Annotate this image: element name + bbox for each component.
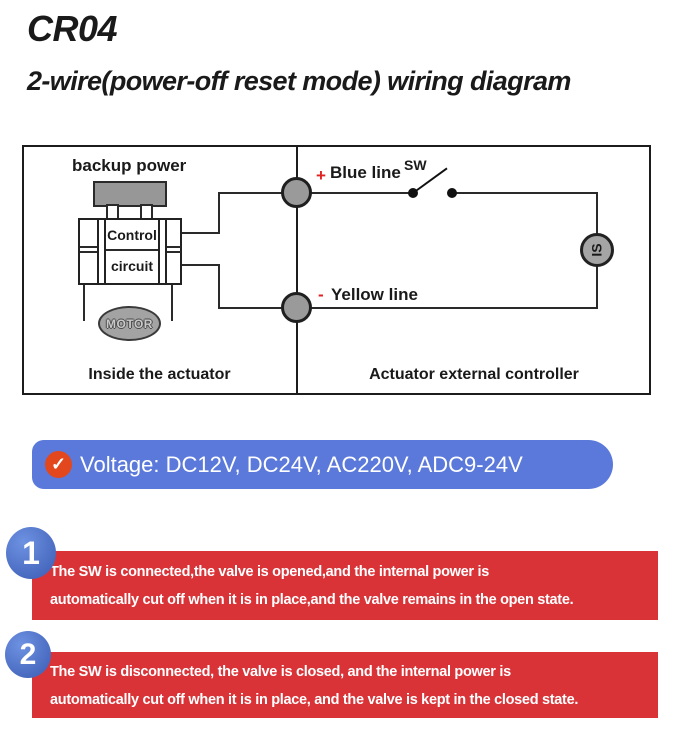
backup-power-label: backup power bbox=[72, 156, 187, 175]
yellow-polarity-sign: - bbox=[318, 285, 324, 304]
flange-hline bbox=[80, 246, 97, 248]
inside-actuator-label: Inside the actuator bbox=[88, 366, 231, 383]
switch-label: SW bbox=[404, 157, 427, 173]
control-circuit-divider bbox=[106, 249, 158, 251]
flange-hline bbox=[80, 251, 97, 253]
circuit-out-wire bbox=[218, 264, 220, 309]
yellow-line-label: Yellow line bbox=[331, 285, 418, 304]
blue-wire bbox=[455, 192, 598, 194]
switch-contact-right bbox=[447, 188, 457, 198]
power-supply-icon bbox=[580, 233, 614, 267]
blue-polarity-sign: + bbox=[316, 166, 326, 185]
control-out-wire bbox=[182, 232, 219, 234]
battery-pin-left bbox=[106, 204, 119, 219]
circuit-out-wire bbox=[182, 264, 219, 266]
power-supply-label: IS bbox=[588, 243, 605, 257]
control-out-wire bbox=[218, 192, 220, 234]
flange-hline bbox=[167, 246, 181, 248]
backup-power-battery-icon bbox=[93, 181, 167, 207]
blue-line-label: Blue line bbox=[330, 163, 401, 182]
yellow-wire bbox=[311, 307, 598, 309]
supply-wire bbox=[596, 266, 598, 309]
motor-wire-right bbox=[171, 285, 173, 321]
note-banner-2 bbox=[32, 652, 658, 718]
external-controller-label: Actuator external controller bbox=[369, 366, 579, 383]
control-label: Control bbox=[107, 227, 157, 243]
diagram-title: 2-wire(power-off reset mode) wiring diagram bbox=[27, 66, 571, 96]
note-banner-1 bbox=[32, 551, 658, 620]
supply-wire bbox=[596, 192, 598, 234]
note-1-line-2: automatically cut off when it is in place,and the valve remains in the open state. bbox=[50, 592, 574, 608]
body-flange-line bbox=[97, 220, 99, 283]
note-1-number-badge: 1 bbox=[6, 527, 56, 579]
voltage-text: Voltage: DC12V, DC24V, AC220V, ADC9-24V bbox=[80, 452, 523, 477]
battery-pin-right bbox=[140, 204, 153, 219]
check-icon: ✓ bbox=[45, 451, 72, 478]
terminal-blue bbox=[281, 177, 312, 208]
motor-wire-left bbox=[83, 285, 85, 321]
note-2-line-1: The SW is disconnected, the valve is closed, and the internal power is bbox=[50, 664, 511, 680]
note-2-number-badge: 2 bbox=[5, 631, 51, 678]
body-flange-line bbox=[158, 220, 160, 283]
terminal-yellow bbox=[281, 292, 312, 323]
model-title: CR04 bbox=[27, 8, 118, 49]
flange-hline bbox=[167, 251, 181, 253]
blue-wire bbox=[311, 192, 409, 194]
note-2-line-2: automatically cut off when it is in place, and the valve is kept in the closed state. bbox=[50, 692, 579, 708]
motor-icon bbox=[98, 306, 161, 341]
note-1-line-1: The SW is connected,the valve is opened,and the internal power is bbox=[50, 564, 489, 580]
circuit-label: circuit bbox=[110, 258, 153, 274]
motor-label: MOTOR bbox=[106, 316, 153, 331]
